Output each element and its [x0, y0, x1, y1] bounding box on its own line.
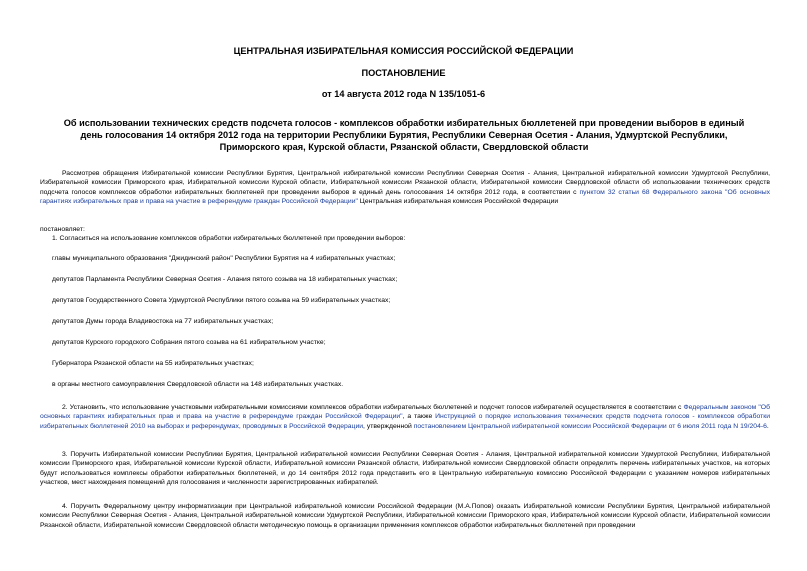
list-item: депутатов Парламента Республики Северная Осетия - Алания пятого созыва на 18 избирательных участках; — [52, 276, 398, 283]
resolved-label: постановляет: — [40, 226, 85, 233]
preamble-tail: Центральная избирательная комиссия Российской Федерации — [357, 197, 559, 205]
list-item: главы муниципального образования "Джидинский район" Республики Бурятия на 4 избирательных участках; — [52, 255, 396, 262]
point-2-text-1: 2. Установить, что использование участковыми избирательными комиссиями комплексов обработки избирательных бюллетеней и подсчет голосов избирателей осуществляется в соответствии с — [62, 404, 684, 411]
document-type: ПОСТАНОВЛЕНИЕ — [361, 68, 446, 78]
instruction-link[interactable]: Инструкцией о порядке использования технических средств подсчета голосов - комплексов обработки избирательных бюллетеней 2010 на выборах и референдумах, проводимых в Российской Федерации — [40, 413, 770, 430]
resolution-link[interactable]: постановлением Центральной избирательной комиссии Российской Федерации от 6 июля 2011 года N 19/204-6 — [413, 422, 767, 430]
commission-name: ЦЕНТРАЛЬНАЯ ИЗБИРАТЕЛЬНАЯ КОМИССИЯ РОССИЙСКОЙ ФЕДЕРАЦИИ — [233, 46, 574, 56]
point-2-text-2: , а также — [402, 413, 436, 421]
document-date-number: от 14 августа 2012 года N 135/1051-6 — [321, 89, 486, 99]
point-2-text-4: . — [766, 422, 769, 430]
law-link[interactable]: пунктом 32 статьи 68 Федерального закона "Об основных гарантиях избирательных прав и права на участие в референдуме граждан Российской Федерации" — [40, 188, 770, 205]
list-item: в органы местного самоуправления Свердловской области на 148 избирательных участках. — [52, 381, 344, 388]
point-2-paragraph — [40, 403, 770, 431]
list-item: депутатов Государственного Совета Удмуртской Республики пятого созыва на 59 избирательных участках; — [52, 297, 391, 304]
point-2-text-3: , утвержденной — [363, 422, 414, 430]
preamble-text: Рассмотрев обращения Избирательной комиссии Республики Бурятия, Центральной избирательной комиссии Республики Северная Осетия - Алания, Центральной избирательной комиссии Удмуртской Республики, Избирательной комиссии Приморского края, Избирательной комиссии Курской области, Избирательной комиссии Рязанской области, Избирательной комиссии Свердловской области об использовании технических средств подсчета голосов комплексов обработки избирательных бюллетеней при проведении выборов в единый день голосования 14 октября 2012 года, в соответствии с — [40, 170, 770, 196]
list-item: депутатов Думы города Владивостока на 77 избирательных участках; — [52, 318, 274, 325]
point-3-paragraph: 3. Поручить Избирательной комиссии Республики Бурятия, Центральной избирательной комиссии Республики Северная Осетия - Алания, Центральной избирательной комиссии Удмуртской Республики, Избирательной комиссии Приморского края, Избирательной комиссии Курской области, Избирательной комиссии Рязанской области, Избирательной комиссии Свердловской области определить перечень избирательных участков, на которых будут использоваться комплексы обработки избирательных бюллетеней, и до 14 сентября 2012 года представить его в Центральную избирательную комиссию Российской Федерации с указанием номеров избирательных участков, мест нахождения помещений для голосования и численности зарегистрированных избирателей. — [40, 451, 770, 486]
document-title: Об использовании технических средств подсчета голосов - комплексов обработки избирательных бюллетеней при проведении выборов в единый день голосования 14 октября 2012 года на территории Республики Бурятия, Республики Северная Осетия - Алания, Удмуртской Республики, Приморского края, Курской области, Рязанской области, Свердловской области — [63, 118, 745, 152]
federal-law-link[interactable]: Федеральным законом "Об основных гарантиях избирательных прав и права на участие в референдуме граждан Российской Федерации" — [40, 404, 770, 421]
list-item: депутатов Курского городского Собрания пятого созыва на 61 избирательном участке; — [52, 339, 326, 346]
preamble-paragraph — [40, 169, 770, 206]
point-4-paragraph: 4. Поручить Федеральному центру информатизации при Центральной избирательной комиссии Российской Федерации (М.А.Попов) оказать Избирательной комиссии Республики Бурятия, Центральной избирательной комиссии Республики Северная Осетия - Алания, Центральной избирательной комиссии Удмуртской Республики, Избирательной комиссии Приморского края, Избирательной комиссии Курской области, Избирательной комиссии Рязанской области, Избирательной комиссии Свердловской области методическую помощь в организации применения комплексов обработки избирательных бюллетеней при проведении — [40, 503, 770, 529]
list-item: Губернатора Рязанской области на 55 избирательных участках; — [52, 360, 254, 367]
point-1-intro: 1. Согласиться на использование комплексов обработки избирательных бюллетеней при проведении выборов: — [52, 235, 406, 242]
